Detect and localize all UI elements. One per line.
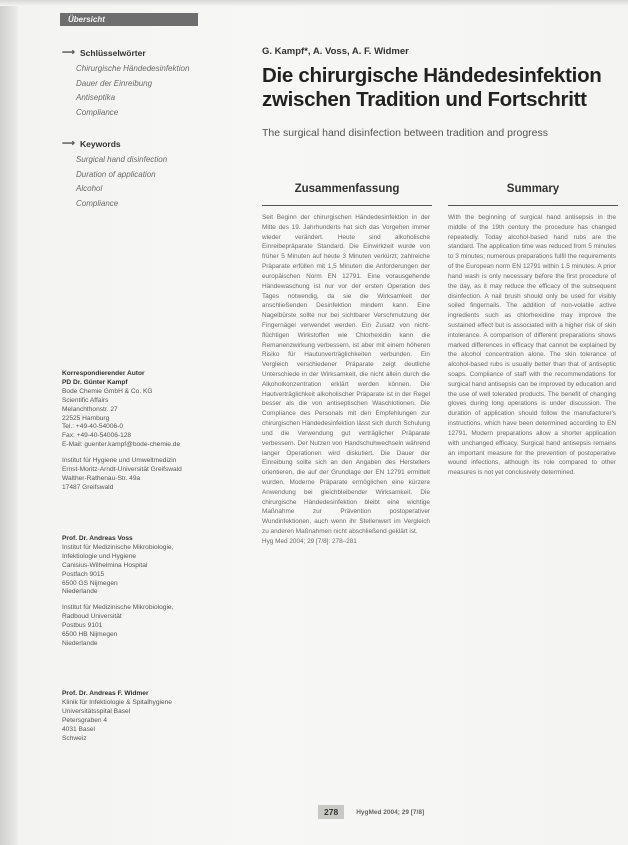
fax-line: Fax: +49-40-54006-128 xyxy=(62,432,132,440)
keyword-item: Surgical hand disinfection xyxy=(76,155,168,164)
address-line: Universitätsspital Basel xyxy=(62,707,131,715)
address-line: Melanchthonstr. 27 xyxy=(62,405,118,413)
keywords-de-list xyxy=(76,62,212,120)
address-line: Postbus 9101 xyxy=(62,622,103,630)
page-number: 278 xyxy=(318,805,344,819)
address-line: 4031 Basel xyxy=(62,725,95,733)
address-line: 6500 HB Nijmegen xyxy=(62,631,118,639)
address-line: Bode Chemie GmbH & Co. KG xyxy=(62,387,153,395)
address-line: Klinik für Infektiologie & Spitalhygiene xyxy=(62,698,172,706)
summary-en-text: With the beginning of surgical hand antisepsis in the middle of the 19th century the procedure has changed repeatedly. Today alcohol-based hand rubs are the standard. The application time was reduced from 5 minutes to 3 minutes; numerous preparations fulfil the requirements of the European norm EN 12791 within 1.5 minutes. A prior hand wash is only necessary before the first procedure of the day, as it may reduce the efficacy of the subsequent disinfection. A nail brush should only be used for visibly soiled fingernails. The addition of non-volatile active ingredients such as chlorhexidine may improve the sustained effect but is associated with a higher risk of skin intolerance. A comparison of different preparations shows marked differences in efficacy that cannot be explained by the alcohol concentration alone. The skin tolerance of alcohol-based rubs is usually better than that of antiseptic soaps. Compliance of staff with the recommendations for surgical hand antisepsis can be improved by education and the use of well tolerated products. The benefit of changing gloves during long operations is under discussion. The duration of application should follow the manufacturer's instructions, which have been determined according to EN 12791. Modern preparations allow a shorter application with unchanged efficacy. Surgical hand antisepsis remains an important measure for the prevention of postoperative wound infections, although its role compared to other measures is not yet conclusively determined. xyxy=(448,214,616,477)
summary-de-column xyxy=(262,213,430,547)
keywords-de-block xyxy=(62,47,212,120)
article-title: Die chirurgische Händedesinfektion zwischen Tradition und Fortschritt xyxy=(262,64,602,111)
address-line: Walther-Rathenau-Str. 49a xyxy=(62,474,141,482)
voss-address-block xyxy=(62,535,238,649)
summary-de-text: Seit Beginn der chirurgischen Händedesinfektion in der Mitte des 19. Jahrhunderts hat sich das Vorgehen immer wieder verändert. Heute sind alkoholische Einreibepräparate Standard. Die Einwirkzeit wurde von früher 5 Minuten auf heute 3 Minuten verkürzt; zahlreiche Präparate erfüllen mit 1,5 Minuten die Anforderungen der europäischen Norm EN 12791. Eine vorausgehende Händewaschung ist nur vor der ersten Operation des Tages notwendig, da sie die Wirksamkeit der anschließenden Desinfektion mindern kann. Eine Nagelbürste sollte nur bei sichtbarer Verschmutzung der Fingernägel verwendet werden. Ein Zusatz von nicht-flüchtigen Wirkstoffen wie Chlorhexidin kann die Remanenzwirkung verbessern, ist aber mit einem höheren Risiko für Hautunverträglichkeiten verbunden. Ein Vergleich verschiedener Präparate zeigt deutliche Unterschiede in der Wirksamkeit, die nicht allein durch die Alkoholkonzentration erklärt werden können. Die Hautverträglichkeit alkoholischer Präparate ist in der Regel besser als die von antiseptischen Waschlotionen. Die Compliance des Personals mit den Empfehlungen zur chirurgischen Händedesinfektion lässt sich durch Schulung und die Verwendung gut verträglicher Präparate verbessern. Der Nutzen von Handschuhwechseln während langer Operationen wird diskutiert. Die Dauer der Einreibung sollte sich an den Angaben des Herstellers orientieren, die auf der Grundlage der EN 12791 ermittelt wurden. Moderne Präparate ermöglichen eine kürzere Anwendung bei gleichbleibender Wirksamkeit. Die chirurgische Händedesinfektion bleibt eine wichtige Maßnahme zur Prävention postoperativer Wundinfektionen, auch wenn ihr Stellenwert im Vergleich zu anderen Maßnahmen nicht abschließend geklärt ist. xyxy=(262,214,430,535)
keyword-item: Chirurgische Händedesinfektion xyxy=(76,64,190,73)
summary-en-column xyxy=(448,213,616,478)
address-line: 17487 Greifswald xyxy=(62,483,114,491)
keyword-item: Dauer der Einreibung xyxy=(76,78,153,88)
keyword-item: Compliance xyxy=(76,198,119,208)
page-footer xyxy=(318,805,424,819)
section-label: Übersicht xyxy=(60,13,198,26)
page-gutter-shadow xyxy=(0,0,18,845)
corresponding-author-name: PD Dr. Günter Kampf xyxy=(62,378,128,386)
address-line: 6500 GS Nijmegen xyxy=(62,579,118,587)
widmer-address-block xyxy=(62,690,238,743)
address-line: Schweiz xyxy=(62,734,87,742)
widmer-name: Prof. Dr. Andreas F. Widmer xyxy=(62,690,149,697)
address-line: Niederlande xyxy=(62,639,98,647)
address-line: 22525 Hamburg xyxy=(62,414,110,422)
address-line: Ernst-Moritz-Arndt-Universität Greifswald xyxy=(62,466,182,474)
keyword-item: Duration of application xyxy=(76,169,156,179)
arrow-right-icon: ⟶ xyxy=(62,47,75,57)
summary-de-citation: Hyg Med 2004; 29 [7/8]: 278–281 xyxy=(262,537,357,545)
address-line: Niederlande xyxy=(62,588,98,596)
journal-reference: HygMed 2004; 29 [7/8] xyxy=(356,808,425,816)
keyword-item: Alcohol xyxy=(76,184,103,193)
address-line: Institut für Medizinische Mikrobiologie, xyxy=(62,604,174,612)
voss-name: Prof. Dr. Andreas Voss xyxy=(62,535,133,542)
phone-line: Tel.: +49-40-54006-0 xyxy=(62,423,124,431)
address-line: Canisius-Wilhelmina Hospital xyxy=(62,561,148,569)
page-top-shadow xyxy=(0,0,628,6)
address-line: Infektiologie und Hygiene xyxy=(62,552,137,560)
summary-de-heading: Zusammenfassung xyxy=(262,183,432,206)
address-line: Radboud Universität xyxy=(62,613,122,621)
keyword-item: Compliance xyxy=(76,107,119,117)
address-line: Petersgraben 4 xyxy=(62,716,108,724)
address-line: Scientific Affairs xyxy=(62,396,109,404)
address-line: Institut für Hygiene und Umweltmedizin xyxy=(62,457,177,465)
keywords-en-list xyxy=(76,153,212,211)
article-subtitle: The surgical hand disinfection between tradition and progress xyxy=(262,127,549,139)
keywords-en-heading: Keywords xyxy=(80,138,121,149)
corresponding-author-heading: Korrespondierender Autor xyxy=(62,370,145,377)
summary-en-heading: Summary xyxy=(448,183,618,206)
keywords-de-heading: Schlüsselwörter xyxy=(80,47,146,58)
article-authors: G. Kampf*, A. Voss, A. F. Widmer xyxy=(262,46,409,57)
keyword-item: Antiseptika xyxy=(76,93,116,102)
corresponding-author-block xyxy=(62,370,238,493)
address-line: Postfach 9015 xyxy=(62,570,105,578)
email-line: E-Mail: guenter.kampf@bode-chemie.de xyxy=(62,441,181,449)
keywords-en-block xyxy=(62,138,212,211)
arrow-right-icon: ⟶ xyxy=(62,138,75,148)
address-line: Institut für Medizinische Mikrobiologie, xyxy=(62,543,174,551)
